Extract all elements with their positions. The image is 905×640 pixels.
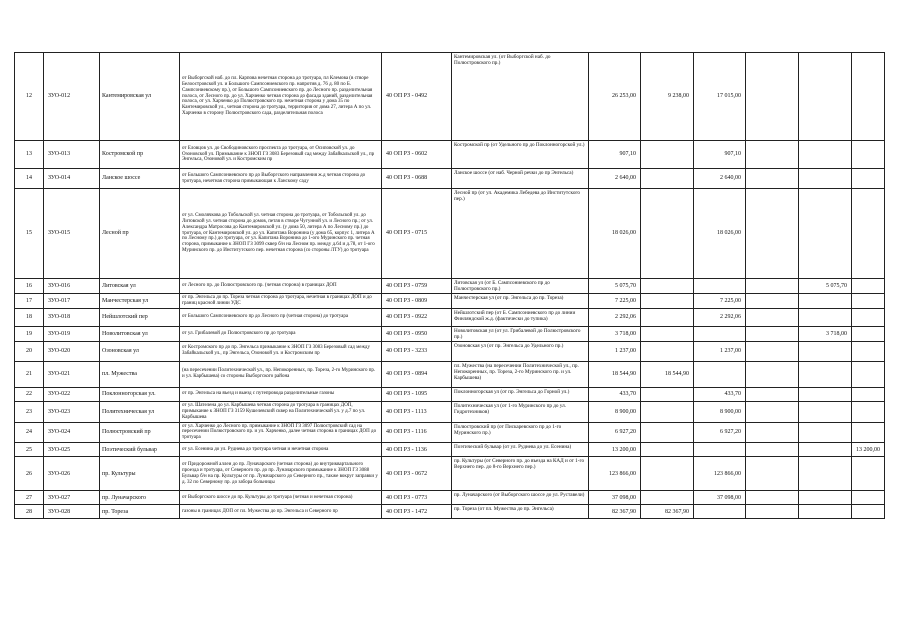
total-area: 907,10: [589, 141, 641, 169]
road-section: Новолитовская ул (от ул. Грибалевой до Полюстровского пр.): [452, 326, 589, 341]
area-col-b: 37 098,00: [694, 491, 746, 505]
object-code: ЗУО-027: [44, 491, 100, 505]
area-col-c: [746, 361, 799, 387]
street-name: Полюстровский пр: [100, 422, 180, 443]
street-name: Кантемировская ул: [100, 53, 180, 141]
area-col-e: [852, 308, 885, 326]
object-code: ЗУО-013: [44, 141, 100, 169]
registry-number: 40 ОП РЗ - 1472: [382, 505, 452, 519]
area-col-a: [641, 401, 694, 422]
road-section: Лесной пр (от ул. Академика Лебедева до Институтского пер.): [452, 189, 589, 279]
total-area: 18 026,00: [589, 189, 641, 279]
row-number: 28: [15, 505, 44, 519]
road-section: пр. Тореза (от пл. Мужества до пр. Энгельса): [452, 505, 589, 519]
area-col-d: [799, 308, 852, 326]
street-name: Поэтический бульвар: [100, 443, 180, 457]
street-name: Лесной пр: [100, 189, 180, 279]
table-row: [15, 422, 885, 443]
row-number: 15: [15, 189, 44, 279]
area-col-e: [852, 189, 885, 279]
area-col-c: [746, 491, 799, 505]
road-section: Ланское шоссе (от наб. Черной речки до пр Энгельса): [452, 169, 589, 189]
boundary-description: от ул. Смолячкова до Тобольской ул. четная сторона до тротуара, от Тобольской ул. до Литовской ул. четная сторона до домов, петля в створе Чугунной ул. и Лесного пр.; от ул. Александра Матросова до Кантемировской ул. (у дома 50, литера А по Лесному пр.) до тротуара, от Кантемировской ул. до ул. Капитана Воронина (у дома 65, корпус 1, литера А по Лесному пр.) до тротуара, от ул. Капитана Воронина до 1-ого Муринского пр. четная сторона, примыкание к ЗНОП ГЗ 3099 сквер б/н на Лесном пр. между д.64 и д.78, от 1-ого Муринского пр. до Институтского пер. нечетная сторона (со стороны ЛТУ) до тротуара: [180, 189, 382, 279]
area-col-b: 6 927,20: [694, 422, 746, 443]
area-col-a: [641, 189, 694, 279]
area-col-d: [799, 505, 852, 519]
boundary-description: от Еловцов ул. до Свободиновского проспекта до тротуара, от Осиповской ул. до Озоновской ул. Примыкание к ЗНОП ГЗ 3083 Березовый сад между Забайкальской ул., пр Энгельса, Озоновой ул. и Костромским пр: [180, 141, 382, 169]
row-number: 16: [15, 279, 44, 294]
road-section: Поэтический бульвар (от ул. Руднева до ул. Есенина): [452, 443, 589, 457]
registry-number: 40 ОП РЗ - 0950: [382, 326, 452, 341]
row-number: 23: [15, 401, 44, 422]
area-col-c: [746, 326, 799, 341]
area-col-a: [641, 294, 694, 309]
area-col-d: [799, 387, 852, 401]
table-row: [15, 491, 885, 505]
area-col-e: [852, 326, 885, 341]
area-col-b: 1 237,00: [694, 341, 746, 361]
area-col-c: [746, 294, 799, 309]
area-col-b: 433,70: [694, 387, 746, 401]
object-code: ЗУО-022: [44, 387, 100, 401]
area-col-b: [694, 279, 746, 294]
road-section: Нейшлотский пер (от Б. Сампсониевского пр до линии Финляндской ж.д. (фактически до тупика): [452, 308, 589, 326]
registry-number: 40 ОП РЗ - 0894: [382, 361, 452, 387]
road-section: пл. Мужества (на пересечении Политехнической ул., пр. Непокоренных, пр. Тореза, 2-го Муринского пр. и ул. Карбышева): [452, 361, 589, 387]
object-code: ЗУО-012: [44, 53, 100, 141]
roads-table: [14, 52, 885, 519]
total-area: 13 200,00: [589, 443, 641, 457]
area-col-d: [799, 141, 852, 169]
street-name: пр. Луначарского: [100, 491, 180, 505]
boundary-description: от Большого Сампсониевского пр до Выборгского направления ж.д четная сторона до тротуара, нечетная сторона примыкающая к Ланскому саду: [180, 169, 382, 189]
area-col-c: [746, 279, 799, 294]
area-col-d: [799, 491, 852, 505]
registry-number: 40 ОП РЗ - 0492: [382, 53, 452, 141]
area-col-c: [746, 341, 799, 361]
area-col-b: [694, 443, 746, 457]
table-row: [15, 341, 885, 361]
table-row: [15, 279, 885, 294]
registry-number: 40 ОП РЗ - 0922: [382, 308, 452, 326]
object-code: ЗУО-024: [44, 422, 100, 443]
row-number: 24: [15, 422, 44, 443]
area-col-d: [799, 341, 852, 361]
area-col-a: 18 544,90: [641, 361, 694, 387]
table-row: [15, 505, 885, 519]
object-code: ЗУО-023: [44, 401, 100, 422]
area-col-b: 907,10: [694, 141, 746, 169]
area-col-b: 17 015,00: [694, 53, 746, 141]
area-col-a: [641, 341, 694, 361]
object-code: ЗУО-016: [44, 279, 100, 294]
total-area: 37 098,00: [589, 491, 641, 505]
row-number: 21: [15, 361, 44, 387]
area-col-c: [746, 387, 799, 401]
area-col-e: [852, 169, 885, 189]
street-name: Озоновская ул: [100, 341, 180, 361]
row-number: 20: [15, 341, 44, 361]
street-name: Новолитовская ул: [100, 326, 180, 341]
registry-number: 40 ОП РЗ - 1136: [382, 443, 452, 457]
table-row: [15, 189, 885, 279]
road-section: Политехническая ул (от 1-го Муринского пр до ул. Гидротехников): [452, 401, 589, 422]
total-area: 433,70: [589, 387, 641, 401]
street-name: Костромской пр: [100, 141, 180, 169]
road-section: Манчестерская ул (от пр. Энгельса до пр. Тореза): [452, 294, 589, 309]
road-section: пр. Луначарского (от Выборгского шоссе до ул. Руставели): [452, 491, 589, 505]
area-col-c: [746, 169, 799, 189]
road-section: Литовская ул (от Б. Сампсониевского пр до Полюстровского пр.): [452, 279, 589, 294]
total-area: 26 253,00: [589, 53, 641, 141]
registry-number: 40 ОП РЗ - 0773: [382, 491, 452, 505]
boundary-description: от ул. Шателена до ул. Карбышева четная сторона до тротуара в границах ДОП, примыкание к ЗНОП ГЗ 3159 Кушелевский сквер на Политехнической ул. у д.7 по ул. Карбышева: [180, 401, 382, 422]
area-col-d: [799, 189, 852, 279]
boundary-description: от пр. Энгельса до пр. Тореза четная сторона до тротуара, нечетная в границах ДОП и до границ красной линии УДС: [180, 294, 382, 309]
total-area: 7 225,00: [589, 294, 641, 309]
registry-number: 40 ОП РЗ - 0759: [382, 279, 452, 294]
area-col-d: 3 718,00: [799, 326, 852, 341]
area-col-d: [799, 361, 852, 387]
area-col-d: [799, 294, 852, 309]
total-area: 8 900,00: [589, 401, 641, 422]
area-col-a: [641, 443, 694, 457]
registry-number: 40 ОП РЗ - 0688: [382, 169, 452, 189]
total-area: 18 544,90: [589, 361, 641, 387]
area-col-e: [852, 279, 885, 294]
object-code: ЗУО-021: [44, 361, 100, 387]
object-code: ЗУО-018: [44, 308, 100, 326]
object-code: ЗУО-017: [44, 294, 100, 309]
area-col-c: [746, 422, 799, 443]
boundary-description: от Лесного пр. до Полюстровского пр. (четная сторона) в границах ДОП: [180, 279, 382, 294]
table-row: [15, 443, 885, 457]
street-name: пр. Тореза: [100, 505, 180, 519]
area-col-a: [641, 326, 694, 341]
street-name: Ланское шоссе: [100, 169, 180, 189]
total-area: 82 367,90: [589, 505, 641, 519]
road-section: пр. Культуры (от Северного пр. до въезда на КАД и от 1-го Верхнего пер. до 8-го Верхнего пер.): [452, 457, 589, 491]
area-col-a: [641, 279, 694, 294]
table-row: [15, 457, 885, 491]
area-col-a: 82 367,90: [641, 505, 694, 519]
registry-number: 40 ОП РЗ - 0602: [382, 141, 452, 169]
total-area: 1 237,00: [589, 341, 641, 361]
area-col-d: [799, 422, 852, 443]
area-col-e: [852, 361, 885, 387]
area-col-c: [746, 53, 799, 141]
road-section: Полюстровский пр (от Пискаревского пр до 1-го Муринского пр.): [452, 422, 589, 443]
object-code: ЗУО-025: [44, 443, 100, 457]
boundary-description: от Выборгского шоссе до пр. Культуры до тротуара (четная и нечетная сторона): [180, 491, 382, 505]
object-code: ЗУО-020: [44, 341, 100, 361]
area-col-b: 123 866,00: [694, 457, 746, 491]
road-section: Костромской пр (от Удельного пр до Поклонногорской ул.): [452, 141, 589, 169]
boundary-description: от ул. Харченко до Лесного пр. примыкание к ЗНОП ГЗ 3097 Полюстровский сад на пересечении Полюстровского пр. и ул. Харченко, далее четная сторона в границах ДОП до тротуара: [180, 422, 382, 443]
street-name: Манчестерская ул: [100, 294, 180, 309]
boundary-description: от Костромского пр до пр. Энгельса примыкание к ЗНОП ГЗ 3083 Березовый сад между Забайкальской ул., пр Энгельса, Озоновой ул. и Костромским пр: [180, 341, 382, 361]
table-row: [15, 387, 885, 401]
object-code: ЗУО-015: [44, 189, 100, 279]
road-section: Кантемировская ул. (от Выборгской наб. до Полюстровского пр.): [452, 53, 589, 141]
area-col-b: 18 026,00: [694, 189, 746, 279]
object-code: ЗУО-014: [44, 169, 100, 189]
area-col-e: [852, 141, 885, 169]
area-col-b: 7 225,00: [694, 294, 746, 309]
area-col-b: 2 292,06: [694, 308, 746, 326]
boundary-description: от Выборгской наб. до пл. Карпова нечетная сторона до тротуара, пл Клемова (в створе Белоостровской ул. и Большого Сампсониевского пр. напротив д. 76 д. 80 по Б. Сампсониевскому пр.), от Большого Сампсониевского пр. до Лесного пр. разделительная полоса, от Лесного пр. до ул. Харченко четная сторона до фасада зданий, разделительная полоса, от ул. Харченко до Полюстровского пр. нечетная сторона у дома 35 по Кантемировской ул., четная сторона до тротуара, территория от дома 27, литера А по ул. Харченко в сторону Полюстровского сада, разделительная полоса: [180, 53, 382, 141]
area-col-c: [746, 189, 799, 279]
row-number: 14: [15, 169, 44, 189]
area-col-c: [746, 141, 799, 169]
area-col-a: 9 238,00: [641, 53, 694, 141]
row-number: 17: [15, 294, 44, 309]
area-col-d: [799, 443, 852, 457]
area-col-e: [852, 422, 885, 443]
row-number: 22: [15, 387, 44, 401]
table-row: [15, 53, 885, 141]
object-code: ЗУО-028: [44, 505, 100, 519]
area-col-e: [852, 401, 885, 422]
area-col-d: 5 075,70: [799, 279, 852, 294]
area-col-c: [746, 505, 799, 519]
street-name: Литовская ул: [100, 279, 180, 294]
boundary-description: от Большого Сампсониевского пр до Лесного пр (четная сторона) до тротуара: [180, 308, 382, 326]
area-col-d: [799, 401, 852, 422]
area-col-a: [641, 491, 694, 505]
row-number: 19: [15, 326, 44, 341]
registry-number: 40 ОП РЗ - 0715: [382, 189, 452, 279]
street-name: Поклонногорская ул.: [100, 387, 180, 401]
area-col-b: 2 640,00: [694, 169, 746, 189]
boundary-description: от Придорожной аллеи до пр. Луначарского (четная сторона) до внутриквартального проезда и тротуара, от Северного пр. до пр. Луначарского примыкание к ЗНОП ГЗ 3088 Бульвар б/н на пр. Культуры от пр. Луначарского до Северного пр., также вокруг заправки у д. 32 по Северному пр. до забора больницы: [180, 457, 382, 491]
row-number: 25: [15, 443, 44, 457]
area-col-e: [852, 53, 885, 141]
table-row: [15, 326, 885, 341]
boundary-description: газоны в границах ДОП от пл. Мужества до пр. Энгельса и Северного пр: [180, 505, 382, 519]
total-area: 6 927,20: [589, 422, 641, 443]
area-col-e: [852, 341, 885, 361]
total-area: 123 866,00: [589, 457, 641, 491]
registry-number: 40 ОП РЗ - 3233: [382, 341, 452, 361]
street-name: Политехническая ул: [100, 401, 180, 422]
area-col-e: [852, 491, 885, 505]
area-col-d: [799, 169, 852, 189]
area-col-a: [641, 422, 694, 443]
area-col-e: 13 200,00: [852, 443, 885, 457]
table-row: [15, 169, 885, 189]
area-col-a: [641, 169, 694, 189]
row-number: 27: [15, 491, 44, 505]
total-area: 2 292,06: [589, 308, 641, 326]
register-sheet: [14, 52, 885, 519]
area-col-e: [852, 457, 885, 491]
table-row: [15, 401, 885, 422]
total-area: 3 718,00: [589, 326, 641, 341]
area-col-b: [694, 505, 746, 519]
row-number: 26: [15, 457, 44, 491]
boundary-description: (на пересечении Политехнической ул., пр. Непокоренных, пр. Тореза, 2-го Муринского пр. и ул. Карбышева) со стороны Выборгского района: [180, 361, 382, 387]
area-col-e: [852, 387, 885, 401]
area-col-a: [641, 308, 694, 326]
street-name: Нейшлотский пер: [100, 308, 180, 326]
table-row: [15, 294, 885, 309]
area-col-d: [799, 53, 852, 141]
boundary-description: от пр. Энгельса на въезд и выезд с путепровода разделительные газоны: [180, 387, 382, 401]
total-area: 5 075,70: [589, 279, 641, 294]
row-number: 13: [15, 141, 44, 169]
area-col-b: 8 900,00: [694, 401, 746, 422]
boundary-description: от ул. Есенина до ул. Руднева до тротуара четная и нечетная сторона: [180, 443, 382, 457]
registry-number: 40 ОП РЗ - 0809: [382, 294, 452, 309]
street-name: пр. Культуры: [100, 457, 180, 491]
table-row: [15, 361, 885, 387]
area-col-d: [799, 457, 852, 491]
street-name: пл. Мужества: [100, 361, 180, 387]
area-col-c: [746, 308, 799, 326]
area-col-b: [694, 326, 746, 341]
table-row: [15, 141, 885, 169]
table-row: [15, 308, 885, 326]
registry-number: 40 ОП РЗ - 1113: [382, 401, 452, 422]
row-number: 18: [15, 308, 44, 326]
object-code: ЗУО-019: [44, 326, 100, 341]
area-col-a: [641, 141, 694, 169]
area-col-c: [746, 443, 799, 457]
area-col-a: [641, 387, 694, 401]
road-section: Поклонногорская ул (от пр. Энгельса до Горной ул.): [452, 387, 589, 401]
area-col-e: [852, 294, 885, 309]
object-code: ЗУО-026: [44, 457, 100, 491]
total-area: 2 640,00: [589, 169, 641, 189]
boundary-description: от ул. Грибалевой до Полюстровского пр до тротуара: [180, 326, 382, 341]
area-col-b: [694, 361, 746, 387]
area-col-c: [746, 401, 799, 422]
area-col-a: [641, 457, 694, 491]
area-col-e: [852, 505, 885, 519]
registry-number: 40 ОП РЗ - 1116: [382, 422, 452, 443]
row-number: 12: [15, 53, 44, 141]
registry-number: 40 ОП РЗ - 0672: [382, 457, 452, 491]
area-col-c: [746, 457, 799, 491]
registry-number: 40 ОП РЗ - 1095: [382, 387, 452, 401]
road-section: Озоновская ул (от пр. Энгельса до Удельного пр.): [452, 341, 589, 361]
